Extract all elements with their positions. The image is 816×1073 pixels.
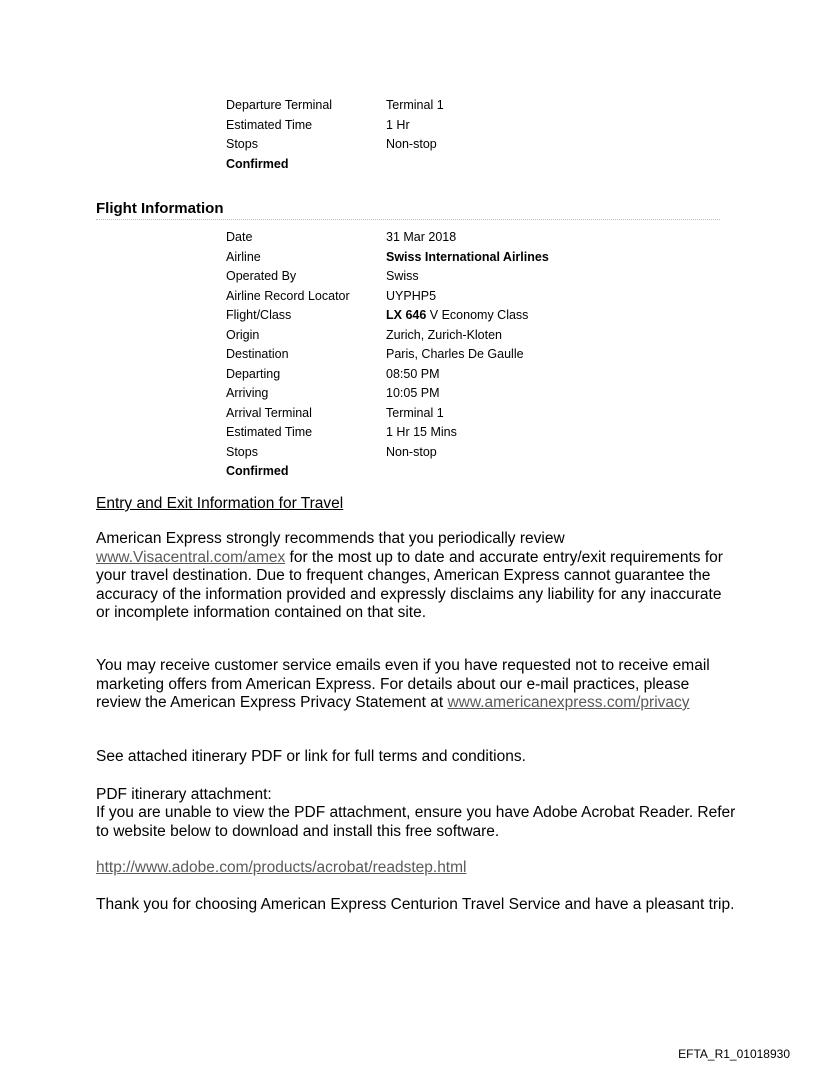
- detail-label: Airline Record Locator: [226, 288, 350, 303]
- detail-label: Airline: [226, 249, 261, 264]
- status-confirmed: Confirmed: [226, 156, 289, 171]
- document-id: EFTA_R1_01018930: [678, 1047, 790, 1061]
- terms-paragraph: See attached itinerary PDF or link for full terms and conditions.: [96, 748, 526, 765]
- detail-label: Destination: [226, 347, 289, 361]
- adobe-link[interactable]: http://www.adobe.com/products/acrobat/readstep.html: [96, 859, 467, 876]
- detail-label: Date: [226, 230, 253, 244]
- detail-label: Estimated Time: [226, 425, 313, 439]
- adobe-paragraph: [96, 859, 736, 878]
- detail-value: Zurich, Zurich-Kloten: [386, 327, 503, 342]
- detail-value: Terminal 1: [386, 98, 444, 112]
- detail-value: Swiss International Airlines: [386, 249, 549, 264]
- detail-value: 08:50 PM: [386, 366, 440, 381]
- detail-value: 10:05 PM: [386, 386, 440, 400]
- detail-value: Non-stop: [386, 444, 437, 459]
- detail-value: Paris, Charles De Gaulle: [386, 347, 524, 361]
- detail-value: Swiss: [386, 269, 419, 283]
- detail-value: Terminal 1: [386, 405, 444, 420]
- privacy-paragraph: [96, 657, 736, 713]
- privacy-text: You may receive customer service emails even if you have requested not to receive email marketing offers from American Express. For details about our e-mail practices, please review the American Express Privacy Statement at: [96, 657, 710, 711]
- entry-exit-text: American Express strongly recommends that you periodically review: [96, 530, 565, 547]
- detail-value: 1 Hr: [386, 117, 410, 132]
- detail-value: [386, 306, 528, 326]
- detail-label: Estimated Time: [226, 117, 313, 132]
- thanks-paragraph: Thank you for choosing American Express Centurion Travel Service and have a pleasant trip.: [96, 896, 735, 913]
- pdf-line-1: PDF itinerary attachment:: [96, 786, 272, 803]
- status-confirmed: Confirmed: [226, 464, 289, 478]
- detail-label: Arriving: [226, 386, 269, 400]
- detail-label: Stops: [226, 444, 258, 459]
- pdf-line-2: If you are unable to view the PDF attachment, ensure you have Adobe Acrobat Reader. Refer to website below to download and install this free software.: [96, 804, 736, 840]
- detail-value: Non-stop: [386, 137, 437, 151]
- entry-exit-paragraph: [96, 530, 736, 623]
- detail-label: Stops: [226, 137, 258, 151]
- flight-number: LX 646: [386, 308, 427, 322]
- detail-label: Arrival Terminal: [226, 405, 312, 420]
- detail-value: UYPHP5: [386, 288, 437, 303]
- detail-value: 1 Hr 15 Mins: [386, 425, 457, 439]
- entry-exit-text: for the most up to date and accurate entry/exit requirements for your travel destination. Due to frequent changes, American Express cannot guarantee the accuracy of the information provided and expressly disclaims any liability for any inaccurate or incomplete information contained on that site.: [96, 548, 723, 621]
- flight-class: V Economy Class: [426, 308, 529, 322]
- flight-information-title: Flight Information: [96, 200, 720, 220]
- entry-exit-heading: Entry and Exit Information for Travel: [96, 495, 344, 512]
- detail-value: 31 Mar 2018: [386, 230, 457, 244]
- detail-label: Origin: [226, 327, 260, 342]
- detail-label: Departure Terminal: [226, 98, 333, 112]
- detail-label: Operated By: [226, 269, 297, 283]
- detail-label: Flight/Class: [226, 308, 292, 322]
- detail-label: Departing: [226, 366, 281, 381]
- visacentral-link[interactable]: www.Visacentral.com/amex: [96, 548, 286, 566]
- privacy-link[interactable]: www.americanexpress.com/privacy: [447, 694, 690, 711]
